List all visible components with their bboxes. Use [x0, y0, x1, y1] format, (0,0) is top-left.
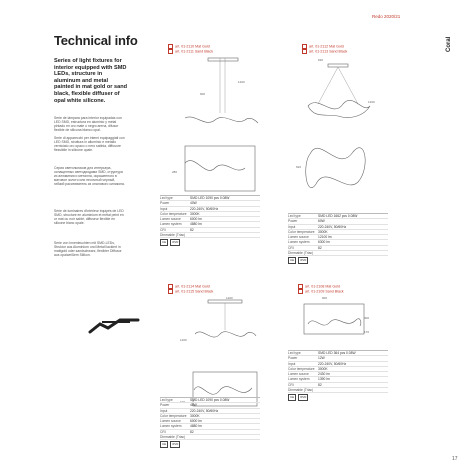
spec-key: Lumen source	[160, 419, 181, 424]
paragraph-it: Serie di apparecchi per interni equipaggiati con LED SMD, struttura in alluminio e metallo verniciato oro opaco o nero sabbia, diffusore flessibile in silicone opale.	[54, 136, 125, 153]
product-3-dim-height: 1200	[180, 338, 187, 342]
ip-rating: IP20	[172, 442, 179, 447]
spec-value: 82	[190, 227, 194, 232]
ce-mark: CE	[162, 442, 167, 447]
product-1-specs	[160, 195, 260, 246]
spec-key: CRI	[288, 245, 294, 250]
spec-key: Color temperature	[160, 413, 187, 418]
spec-value: 40W	[190, 403, 197, 408]
spec-key: Lumen system	[288, 377, 310, 382]
spec-value: 220-240V, 50/60Hz	[190, 206, 219, 211]
section-tab	[444, 22, 458, 62]
spec-value: 3000K	[190, 413, 200, 418]
spec-key: Lumen source	[288, 372, 309, 377]
paragraph-fr: Série de luminaires d'intérieur équipés de LED SMD, structure en aluminium et métal peint en or mat ou noir sablé, diffuseur flexible en silicone blanc opale.	[54, 209, 124, 226]
ip-rating: IP20	[172, 240, 179, 245]
gold-swatch	[302, 44, 307, 49]
section-label: Coral	[446, 36, 452, 52]
spec-key: Led type	[288, 214, 301, 218]
spec-key: Power	[160, 403, 170, 408]
black-swatch	[168, 49, 173, 54]
spec-key: Color temperature	[160, 211, 187, 216]
spec-value: SMD LED 1090 pcs 0.08W	[190, 398, 230, 402]
product-1-code-black: art. 01-2111 Sand Black	[175, 49, 214, 54]
gold-swatch	[168, 284, 173, 289]
product-4-code-black: art. 01-2109 Sand Black	[305, 289, 344, 294]
spec-value: 3000K	[318, 366, 328, 371]
spec-value: 60W	[318, 219, 325, 224]
spec-key: Lumen source	[160, 217, 181, 222]
spec-value: 2430 lm	[318, 372, 330, 377]
spec-key: Led type	[160, 196, 173, 200]
product-1-codes	[168, 44, 213, 55]
spec-value: SMD LED 1090 pcs 0.08W	[190, 196, 230, 200]
spec-key: Lumen system	[288, 240, 310, 245]
ip-rating: IP20	[300, 395, 307, 400]
spec-key: Dimmable (Triac)	[288, 251, 314, 256]
spec-key: Dimmable (Triac)	[288, 388, 314, 393]
spec-value: SMD LED 364 pcs 0.08W	[318, 351, 356, 355]
spec-value: 3000K	[318, 229, 328, 234]
spec-value: 6300 lm	[318, 240, 330, 245]
product-1-dim-height: 1200	[238, 80, 245, 84]
spec-value: 82	[318, 382, 322, 387]
product-2-drawing	[298, 64, 378, 214]
spec-key: Input	[160, 206, 168, 211]
product-2-code-black: art. 01-2113 Sand Black	[309, 49, 348, 54]
black-swatch	[298, 289, 303, 294]
lamp-photo	[88, 302, 148, 342]
spec-value: 6000 lm	[190, 217, 202, 222]
ce-mark: CE	[162, 240, 167, 245]
product-3-dim-depth: 100	[180, 400, 186, 404]
product-3-specs	[160, 397, 260, 448]
gold-swatch	[298, 284, 303, 289]
product-1-dim-width: 600	[200, 92, 206, 96]
product-4-drawing	[300, 300, 370, 348]
product-4-dim-height: 300	[364, 316, 370, 320]
black-swatch	[168, 289, 173, 294]
spec-key: Color temperature	[288, 229, 315, 234]
spec-value: 12W	[318, 356, 325, 361]
spec-value: 4880 lm	[190, 424, 202, 429]
spec-key: Dimmable (Triac)	[160, 435, 186, 440]
spec-key: CRI	[160, 227, 166, 232]
spec-key: Dimmable (Triac)	[160, 233, 186, 238]
ip-rating: IP20	[300, 258, 307, 263]
spec-value: 220-240V, 50/60Hz	[190, 408, 219, 413]
product-4-specs	[288, 350, 388, 401]
spec-key: Color temperature	[288, 366, 315, 371]
spec-key: Led type	[160, 398, 173, 402]
gold-swatch	[168, 44, 173, 49]
product-3-codes	[168, 284, 213, 295]
spec-key: Led type	[288, 351, 301, 355]
spec-key: Input	[288, 361, 296, 366]
spec-key: Lumen source	[288, 235, 309, 240]
ce-mark: CE	[290, 395, 295, 400]
spec-key: Lumen system	[160, 222, 182, 227]
spec-key: Power	[288, 219, 298, 224]
paragraph-es: Serie de lámpara para interior equipadas con LED SMD, estructura en aluminio y metal pintado en oro mate o negro arena, difusor flexible de silicona blanco opal.	[54, 116, 122, 133]
product-2-dim-depth: 620	[296, 165, 302, 169]
spec-key: Lumen system	[160, 424, 182, 429]
spec-value: 82	[318, 245, 322, 250]
product-2-codes	[302, 44, 347, 55]
spec-key: Input	[160, 408, 168, 413]
product-3-dim-width: 1200	[226, 296, 233, 300]
product-3-code-gold: art. 01-2114 Mat Gold	[175, 284, 210, 289]
product-4-dim-width: 600	[322, 296, 328, 300]
intro-text: Series of light fixtures for interior equipped with SMD LEDs, structure in aluminum and metal painted in mat gold or sand black, flexible diffuser of opal white silicone.	[54, 58, 128, 104]
spec-key: Power	[288, 356, 298, 361]
product-2-specs	[288, 213, 388, 264]
spec-value: 220-240V, 50/60Hz	[318, 361, 347, 366]
brand-label: Redo 2020/21	[372, 14, 401, 19]
product-1-code-gold: art. 01-2110 Mat Gold	[175, 44, 210, 49]
product-4-codes	[298, 284, 344, 295]
paragraph-ru: Серия светильников для интерьера, оснащенных светодиодами SMD, структура из алюминия и металла, окрашенного в матовое золото или песочный черный, гибкий рассеиватель из опалового силикона.	[54, 166, 125, 187]
page-title: Technical info	[54, 33, 138, 48]
spec-value: 40W	[190, 201, 197, 206]
product-2-dim-height: 1200	[368, 100, 375, 104]
product-2-code-gold: art. 01-2112 Mat Gold	[309, 44, 344, 49]
spec-key: Input	[288, 224, 296, 229]
spec-value: 1390 lm	[318, 377, 330, 382]
black-swatch	[302, 49, 307, 54]
spec-key: CRI	[288, 382, 294, 387]
spec-value: 82	[190, 429, 194, 434]
spec-value: 12100 lm	[318, 235, 332, 240]
page-number: 17	[452, 456, 458, 462]
product-1-dim-depth: 280	[172, 170, 178, 174]
spec-key: CRI	[160, 429, 166, 434]
product-4-dim-depth: 170	[364, 330, 370, 334]
paragraph-de: Serie von Innenleuchten mit SMD-LEDs, Struktur aus Aluminium und Metall lackiert in mattgold oder sandschwarz, flexibler Diffusor aus opalweißem Silikon.	[54, 241, 122, 258]
ce-mark: CE	[290, 258, 295, 263]
spec-key: Power	[160, 201, 170, 206]
product-2-dim-width: 620	[318, 58, 324, 62]
product-1-drawing	[180, 58, 260, 208]
product-3-code-black: art. 01-2115 Sand Black	[175, 289, 214, 294]
spec-value: 4880 lm	[190, 222, 202, 227]
spec-value: SMD LED 1662 pcs 0.08W	[318, 214, 358, 218]
spec-value: 3000K	[190, 211, 200, 216]
spec-value: 6000 lm	[190, 419, 202, 424]
product-4-code-gold: art. 01-2108 Mat Gold	[305, 284, 340, 289]
spec-value: 220-240V, 50/60Hz	[318, 224, 347, 229]
